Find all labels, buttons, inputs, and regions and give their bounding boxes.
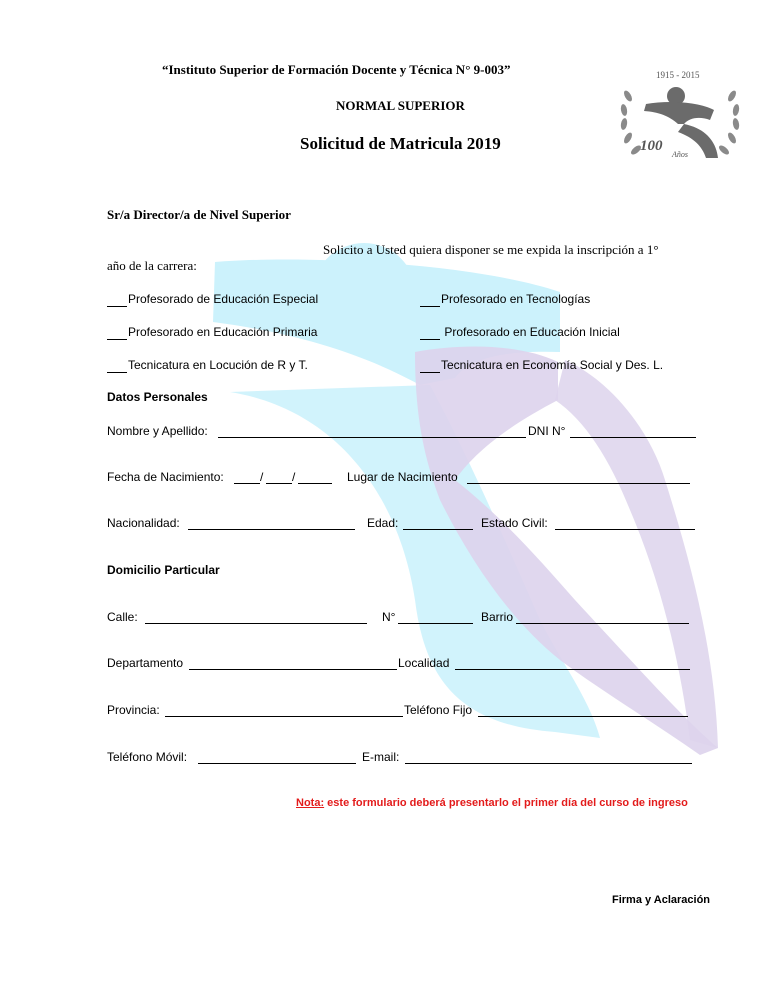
note-text: este formulario deberá presentarlo el primer día del curso de ingreso (324, 797, 688, 809)
birth-date-label: Fecha de Nacimiento: (107, 470, 224, 484)
career-option: Profesorado en Educación Inicial (441, 325, 620, 339)
landline-field[interactable] (478, 716, 688, 717)
street-number-label: N° (382, 610, 396, 624)
dni-label: DNI N° (528, 424, 566, 438)
personal-data-heading: Datos Personales (107, 390, 208, 404)
age-field[interactable] (403, 529, 473, 530)
landline-label: Teléfono Fijo (404, 703, 473, 717)
birth-day-field[interactable] (234, 483, 260, 484)
request-line-1: Solicito a Usted quiera disponer se me expida la inscripción a 1° (323, 242, 659, 257)
barrio-field[interactable] (516, 623, 689, 624)
school-name: NORMAL SUPERIOR (336, 98, 465, 113)
birthplace-label: Lugar de Nacimiento (347, 470, 458, 484)
career-option: Tecnicatura en Locución de R y T. (128, 358, 308, 372)
name-label: Nombre y Apellido: (107, 424, 208, 438)
locality-label: Localidad (398, 656, 450, 670)
institute-name: “Instituto Superior de Formación Docente y Técnica N° 9-003” (162, 62, 511, 77)
signature-label: Firma y Aclaración (612, 894, 711, 906)
street-field[interactable] (145, 623, 367, 624)
career-check-line[interactable] (107, 306, 127, 307)
note (296, 797, 688, 809)
email-label: E-mail: (362, 750, 400, 764)
date-separator: / (292, 470, 296, 484)
request-line-2: año de la carrera: (107, 258, 197, 273)
birthplace-field[interactable] (467, 483, 690, 484)
career-option: Tecnicatura en Economía Social y Des. L. (441, 358, 664, 372)
career-option: Profesorado en Educación Primaria (128, 325, 318, 339)
mobile-label: Teléfono Móvil: (107, 750, 188, 764)
nationality-label: Nacionalidad: (107, 516, 180, 530)
career-check-line[interactable] (107, 339, 127, 340)
department-field[interactable] (189, 669, 397, 670)
civil-status-label: Estado Civil: (481, 516, 548, 530)
civil-status-field[interactable] (555, 529, 695, 530)
department-label: Departamento (107, 656, 184, 670)
locality-field[interactable] (455, 669, 690, 670)
barrio-label: Barrio (481, 610, 514, 624)
email-field[interactable] (405, 763, 692, 764)
birth-year-field[interactable] (298, 483, 332, 484)
nationality-field[interactable] (188, 529, 355, 530)
note-label: Nota: (296, 797, 325, 809)
centenary-logo (614, 66, 746, 166)
logo-years: 1915 - 2015 (656, 70, 700, 80)
page-title: Solicitud de Matricula 2019 (300, 134, 501, 153)
career-check-line[interactable] (420, 306, 440, 307)
province-field[interactable] (165, 716, 403, 717)
age-label: Edad: (367, 516, 399, 530)
birth-month-field[interactable] (266, 483, 292, 484)
career-option: Profesorado en Tecnologías (441, 292, 591, 306)
career-check-line[interactable] (107, 372, 127, 373)
street-number-field[interactable] (398, 623, 473, 624)
mobile-field[interactable] (198, 763, 356, 764)
logo-word: Años (672, 150, 688, 159)
career-check-line[interactable] (420, 372, 440, 373)
province-label: Provincia: (107, 703, 160, 717)
career-check-line[interactable] (420, 339, 440, 340)
address-heading: Domicilio Particular (107, 563, 220, 577)
career-option: Profesorado de Educación Especial (128, 292, 319, 306)
date-separator: / (260, 470, 264, 484)
logo-number: 100 (640, 138, 663, 154)
dni-field[interactable] (570, 437, 696, 438)
street-label: Calle: (107, 610, 138, 624)
name-field[interactable] (218, 437, 526, 438)
addressee: Sr/a Director/a de Nivel Superior (107, 207, 291, 222)
